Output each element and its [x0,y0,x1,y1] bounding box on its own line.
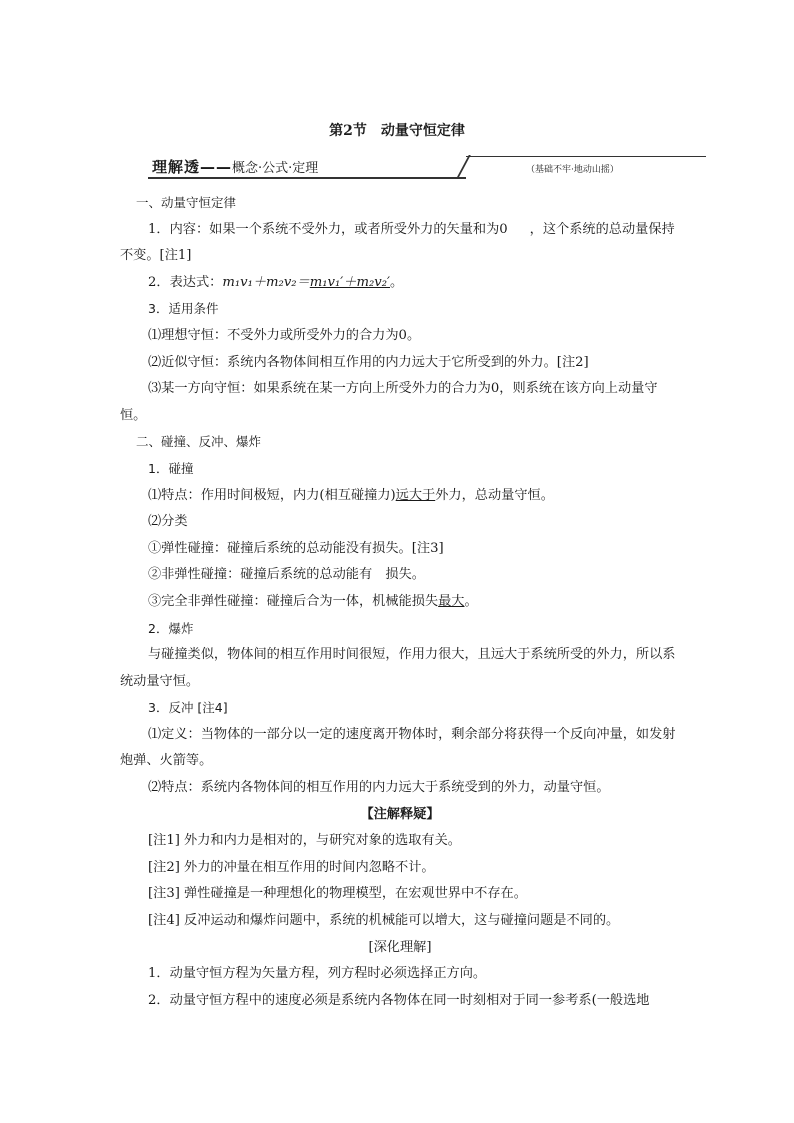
deep-heading: [深化理解] [368,939,432,955]
collision-classification: ⑵分类 [148,514,188,530]
collision-feature-pre: ⑴特点：作用时间极短，内力(相互碰撞力) [148,487,396,503]
inelastic-collision: ②非弹性碰撞：碰撞后系统的总动能有 损失。 [148,567,425,583]
note-4: [注4] 反冲运动和爆炸问题中，系统的机械能可以增大，这与碰撞问题是不同的。 [148,913,620,929]
formula-rhs: m₁v₁′＋m₂v₂′ [309,274,390,290]
page-title: 第2节 动量守恒定律 [329,123,465,139]
explosion-heading: 2．爆炸 [148,620,194,636]
deep-point-2: 2．动量守恒方程中的速度必须是系统内各物体在同一时刻相对于同一参考系(一般选地 [148,992,650,1008]
notes-heading: 【注解释疑】 [360,806,440,822]
collision-feature-underline: 远大于 [395,487,436,503]
perfect-underline: 最大 [438,593,465,609]
collision-feature [120,483,680,510]
condition-approx: ⑵近似守恒：系统内各物体间相互作用的内力远大于它所受到的外力。[注2] [148,354,589,370]
elastic-collision: ①弹性碰撞：碰撞后系统的总动能没有损失。[注3] [148,540,444,556]
law-content-blank: 0 [499,221,508,237]
note-2: [注2] 外力的冲量在相互作用的时间内忽略不计。 [148,859,435,875]
collision-feature-post: 外力，总动量守恒。 [435,487,554,503]
banner-slash [456,155,471,179]
formula-label: 2．表达式： [148,274,223,290]
recoil-heading: 3．反冲 [注4] [148,700,228,716]
perfect-post: 。 [464,593,478,609]
law-content-post: ，这个系统的总动量保持不变。[注1] [120,221,675,264]
banner-rule-top [466,156,706,157]
banner-dash: —— [200,158,233,176]
banner-label [152,156,318,177]
law-content-pre: 1．内容：如果一个系统不受外力，或者所受外力的矢量和为 [148,221,500,237]
condition-ideal: ⑴理想守恒：不受外力或所受外力的合力为0。 [148,327,421,343]
formula-end: 。 [390,274,404,290]
banner-main-text: 理解透 [152,158,201,176]
perfect-inelastic-collision [120,589,680,616]
deep-point-1: 1．动量守恒方程为矢量方程，列方程时必须选择正方向。 [148,966,487,982]
law-content [120,217,680,270]
banner-note: （基础不牢·地动山摇） [526,165,619,175]
section1-heading: 一、动量守恒定律 [136,195,237,210]
section-banner [148,150,708,184]
perfect-pre: ③完全非弹性碰撞：碰撞后合为一体，机械能损失 [148,593,439,609]
banner-rule-bottom [148,177,466,179]
note-1: [注1] 外力和内力是相对的，与研究对象的选取有关。 [148,833,461,849]
section2-heading: 二、碰撞、反冲、爆炸 [136,434,262,450]
recoil-feature: ⑵特点：系统内各物体间的相互作用的内力远大于系统受到的外力，动量守恒。 [148,780,610,796]
banner-subtitle: 概念·公式·定理 [232,161,319,176]
note-3: [注3] 弹性碰撞是一种理想化的物理模型，在宏观世界中不存在。 [148,886,527,902]
formula-lhs: m₁v₁＋m₂v₂＝ [222,274,310,290]
explosion-text: 与碰撞类似，物体间的相互作用时间很短，作用力很大，且远大于系统所受的外力，所以系统动量守恒。 [120,647,676,689]
condition-direction: ⑶某一方向守恒：如果系统在某一方向上所受外力的合力为0，则系统在该方向上动量守恒。 [120,381,658,423]
conditions-heading: 3．适用条件 [148,301,219,317]
recoil-definition: ⑴定义：当物体的一部分以一定的速度离开物体时，剩余部分将获得一个反向冲量，如发射炮弹、火箭等。 [120,726,676,769]
document-body [120,190,680,1014]
law-formula [120,270,680,297]
collision-heading: 1．碰撞 [148,460,194,476]
